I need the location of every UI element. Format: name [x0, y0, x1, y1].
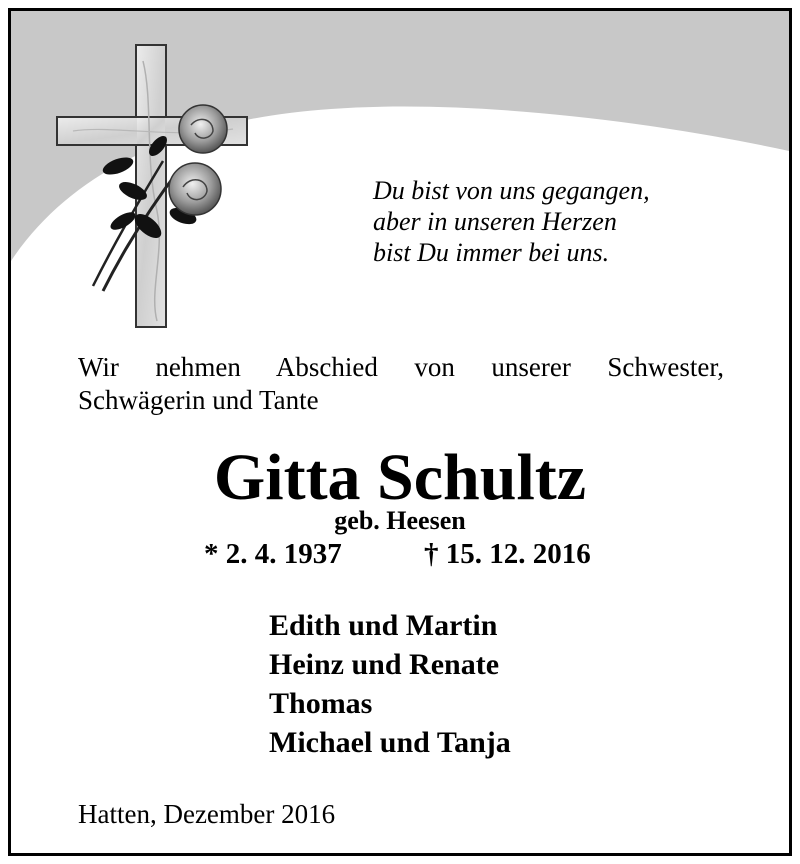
intro-line: Wir nehmen Abschied von unserer Schwester, — [78, 352, 724, 382]
verse — [373, 175, 650, 268]
obituary-notice — [8, 8, 792, 856]
death-date: † 15. 12. 2016 — [424, 538, 591, 570]
verse-line: Du bist von uns gegangen, — [373, 176, 650, 205]
mourner: Michael und Tanja — [269, 726, 511, 759]
mourners-list — [269, 606, 511, 762]
birth-date: * 2. 4. 1937 — [204, 538, 342, 570]
mourner: Edith und Martin — [269, 609, 498, 642]
mourner: Thomas — [269, 687, 373, 720]
deceased-name: Gitta Schultz — [213, 441, 587, 514]
intro-text — [78, 351, 724, 417]
intro-line: Schwägerin und Tante — [78, 385, 319, 415]
place-date: Hatten, Dezember 2016 — [78, 799, 336, 829]
mourner: Heinz und Renate — [269, 648, 500, 681]
maiden-name: geb. Heesen — [334, 506, 466, 535]
verse-line: aber in unseren Herzen — [373, 207, 617, 236]
cross-with-roses-icon — [53, 41, 253, 331]
verse-line: bist Du immer bei uns. — [373, 238, 610, 267]
